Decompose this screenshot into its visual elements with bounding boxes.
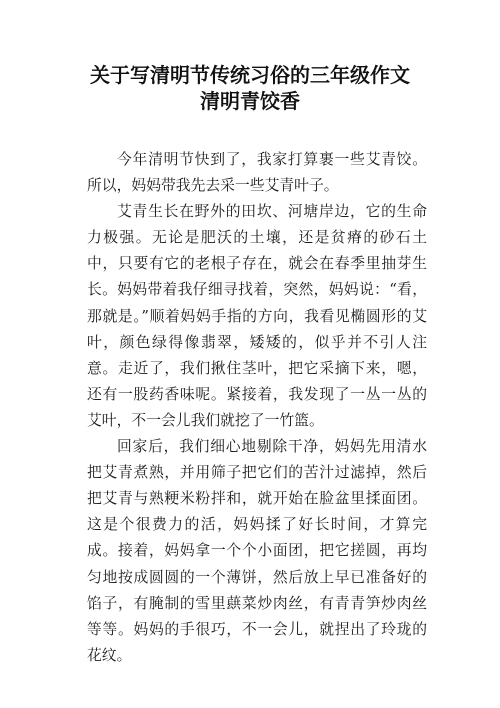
document-title-line-2: 清明青饺香 — [200, 89, 300, 113]
paragraph-3: 回家后，我们细心地剔除干净，妈妈先用清水把艾青煮熟，并用筛子把它们的苦汁过滤掉，然后把艾青与熟粳米粉拌和，就开始在脸盆里揉面团。这是个很费力的活，妈妈揉了好长时间，才算完成。接着，妈妈拿一个个小面团，把它搓圆，再均匀地按成圆圆的一个薄饼，然后放上早已准备好的馅子，有腌制的雪里蕻菜炒肉丝，有青青笋炒肉丝等等。妈妈的手很巧，不一会儿，就捏出了玲珑的花纹。 — [87, 438, 427, 664]
paragraph-1: 今年清明节快到了，我家打算裹一些艾青饺。所以，妈妈带我先去采一些艾青叶子。 — [87, 151, 427, 195]
document-body — [87, 147, 427, 669]
paragraph-2: 艾青生长在野外的田坎、河塘岸边，它的生命力极强。无论是肥沃的土壤，还是贫瘠的砂石土中，只要有它的老根子存在，就会在春季里抽芽生长。妈妈带着我仔细寻找着，突然，妈妈说：“看，那就是。”顺着妈妈手指的方向，我看见椭圆形的艾叶，颜色绿得像翡翠，矮矮的，似乎并不引人注意。走近了，我们揪住茎叶，把它采摘下来，嗯，还有一股药香味呢。紧接着，我发现了一丛一丛的艾叶，不一会儿我们就挖了一竹篮。 — [87, 203, 427, 429]
document-title-line-1: 关于写清明节传统习俗的三年级作文 — [90, 63, 410, 87]
